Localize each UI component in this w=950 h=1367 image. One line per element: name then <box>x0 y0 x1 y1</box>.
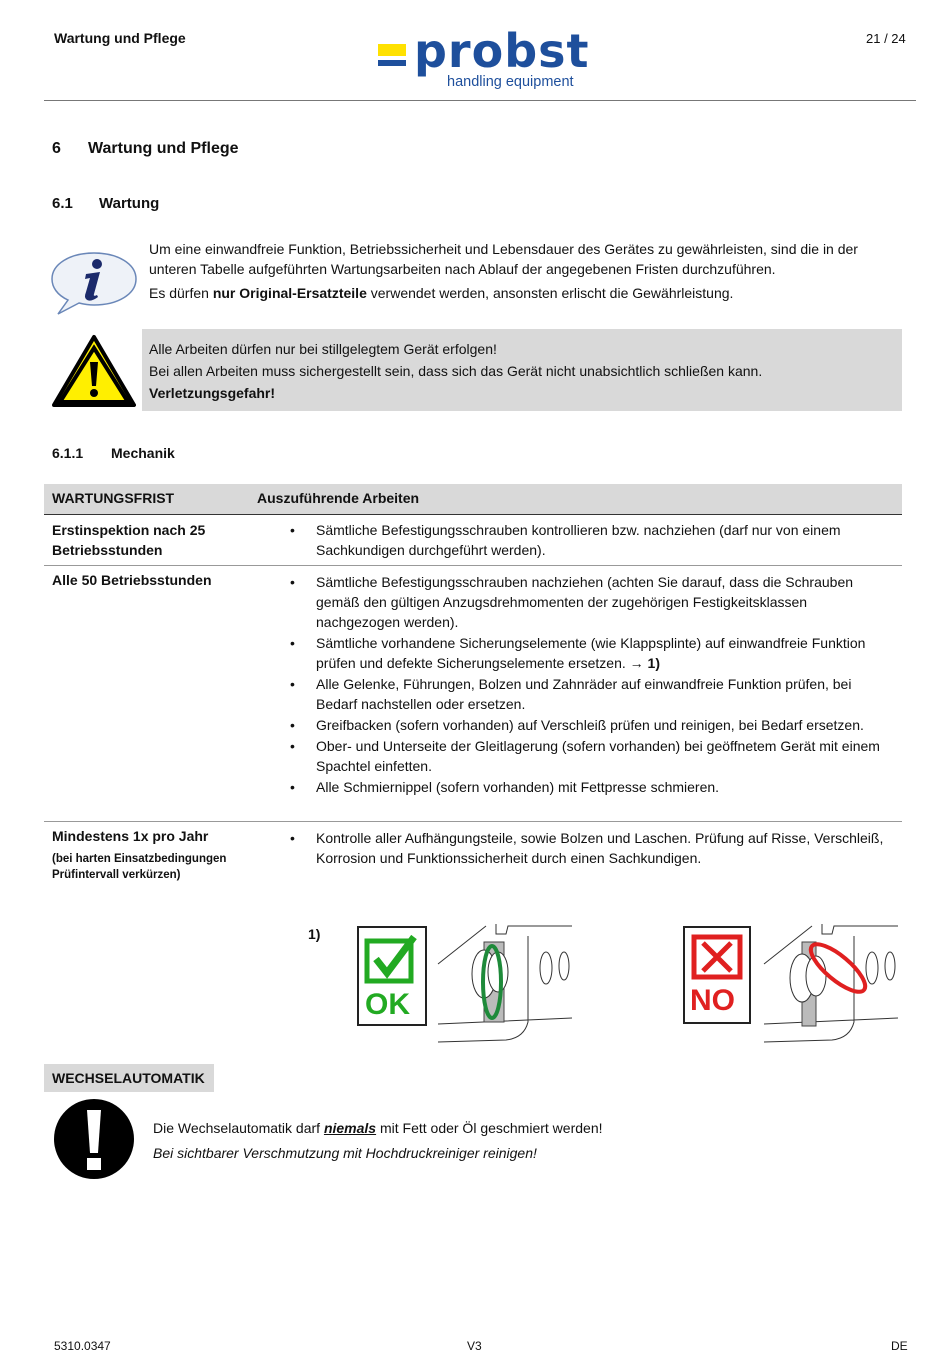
row-2-period: Alle 50 Betriebsstunden <box>52 572 212 588</box>
auto-title: WECHSELAUTOMATIK <box>44 1064 214 1092</box>
subsubsection-title: Mechanik <box>111 445 175 461</box>
list-item: • Kontrolle aller Aufhängungsteile, sowie Bolzen und Laschen. Prüfung auf Risse, Verschleiß, Korrosion und Funktionssicherheit durch einen Sachkundigen. <box>290 828 886 868</box>
auto-text-emphasis: niemals <box>323 1120 377 1136</box>
auto-text-post: mit Fett oder Öl geschmiert werden! <box>376 1120 603 1136</box>
no-label: NO <box>690 984 735 1017</box>
header-title: Wartung und Pflege <box>54 30 186 46</box>
row-1-period: Erstinspektion nach 25 Betriebsstunden <box>52 522 206 558</box>
checkmark-icon <box>364 933 420 985</box>
auto-text <box>153 1116 603 1166</box>
logo-text: probst <box>414 24 590 78</box>
warning-box <box>142 329 902 411</box>
table-header <box>44 484 902 515</box>
footer-version: V3 <box>467 1339 482 1353</box>
list-item: • Sämtliche Befestigungsschrauben nachziehen (achten Sie darauf, dass die Schrauben gemäß den gültigen Anzugsdrehmomenten der zugehörigen Festigkeitsklassen nachgezogen werden). <box>290 572 886 632</box>
info-text-pre: Es dürfen <box>149 285 213 301</box>
warning-line-2: Bei allen Arbeiten muss sichergestellt sein, dass sich das Gerät nicht unabsichtlich schließen kann. <box>149 363 763 379</box>
logo-blue-bar <box>378 60 406 66</box>
ok-label: OK <box>365 988 410 1021</box>
pin-incorrect-illustration <box>762 922 898 1046</box>
list-item: • Ober- und Unterseite der Gleitlagerung (sofern vorhanden) bei geöffnetem Gerät mit einem Spachtel einfetten. <box>290 736 886 776</box>
info-text <box>149 240 894 304</box>
warning-icon <box>52 334 136 408</box>
probst-logo <box>378 24 593 94</box>
cross-icon <box>691 934 743 980</box>
info-text-bold: nur Original-Ersatzteile <box>212 285 367 301</box>
section-title: Wartung und Pflege <box>88 140 239 157</box>
list-item <box>290 633 886 673</box>
auto-line-2: Bei sichtbarer Verschmutzung mit Hochdruckreiniger reinigen! <box>153 1145 537 1161</box>
logo-subtitle: handling equipment <box>447 74 574 90</box>
no-sign <box>683 926 751 1024</box>
footer-doc-number: 5310.0347 <box>54 1339 111 1353</box>
row-1-tasks <box>290 520 880 561</box>
list-item-text: Sämtliche vorhandene Sicherungselemente (wie Klappsplinte) auf einwandfreie Funktion prüfen und defekte Sicherungselemente ersetzen. → <box>316 635 866 671</box>
pin-correct-illustration <box>436 922 572 1046</box>
info-icon <box>50 250 138 318</box>
list-item: • Alle Schmiernippel (sofern vorhanden) mit Fettpresse schmieren. <box>290 777 886 797</box>
warning-line-3: Verletzungsgefahr! <box>149 385 276 401</box>
row-3-tasks <box>290 828 886 869</box>
list-item: • Greifbacken (sofern vorhanden) auf Verschleiß prüfen und reinigen, bei Bedarf ersetzen. <box>290 715 886 735</box>
figure-reference[interactable]: 1) <box>647 655 660 671</box>
subsection-number: 6.1 <box>52 195 73 212</box>
auto-line-1 <box>153 1116 603 1141</box>
exclamation-icon <box>52 1098 136 1180</box>
row-2-tasks <box>290 572 886 798</box>
row-divider <box>44 821 902 822</box>
figure-label: 1) <box>308 926 321 942</box>
info-paragraph-2 <box>149 284 894 304</box>
page-number: 21 / 24 <box>866 31 906 46</box>
warning-line-1: Alle Arbeiten dürfen nur bei stillgelegtem Gerät erfolgen! <box>149 341 497 357</box>
logo-yellow-bar <box>378 44 406 56</box>
row-3-period: Mindestens 1x pro Jahr <box>52 828 209 844</box>
list-item: • Sämtliche Befestigungsschrauben kontrollieren bzw. nachziehen (darf nur von einem Sachkundigen durchgeführt werden). <box>290 520 880 560</box>
list-item: • Alle Gelenke, Führungen, Bolzen und Zahnräder auf einwandfreie Funktion prüfen, bei Bedarf nachstellen oder ersetzen. <box>290 674 886 714</box>
auto-text-pre: Die Wechselautomatik darf <box>153 1120 324 1136</box>
section-number: 6 <box>52 140 61 157</box>
row-3-note: (bei harten Einsatzbedingungen Prüfintervall verkürzen) <box>52 853 227 881</box>
header-tasks: Auszuführende Arbeiten <box>257 490 420 506</box>
header-divider <box>44 100 916 101</box>
subsubsection-number: 6.1.1 <box>52 445 84 461</box>
info-text-post: verwendet werden, ansonsten erlischt die Gewährleistung. <box>366 285 734 301</box>
ok-sign <box>357 926 427 1026</box>
info-paragraph-1: Um eine einwandfreie Funktion, Betriebssicherheit und Lebensdauer des Gerätes zu gewährleisten, sind die in der unteren Tabelle aufgeführten Wartungsarbeiten nach Ablauf der angegebenen Fristen durchzuführen. <box>149 241 858 277</box>
footer-language: DE <box>891 1339 908 1353</box>
row-divider <box>44 565 902 566</box>
subsection-title: Wartung <box>99 195 160 212</box>
header-period: WARTUNGSFRIST <box>52 490 175 506</box>
